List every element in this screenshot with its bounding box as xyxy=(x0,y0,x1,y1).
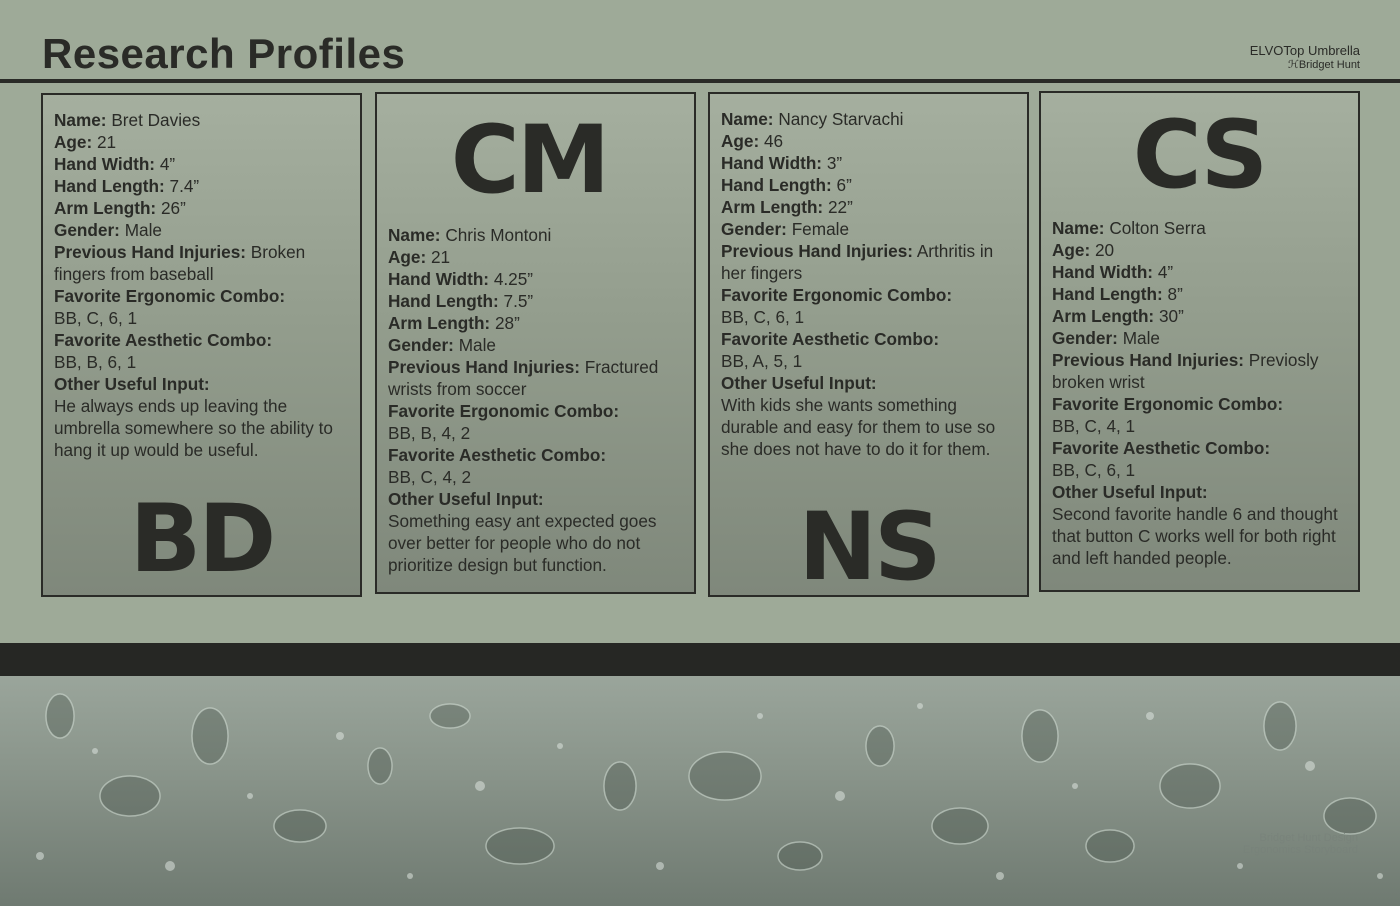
field-hand-length: Hand Length: 8” xyxy=(1052,284,1183,304)
profile-monogram: CM xyxy=(450,106,608,215)
field-gender: Gender: Male xyxy=(388,335,496,355)
header-divider xyxy=(0,79,1400,83)
field-ergonomic-combo: Favorite Ergonomic Combo: BB, C, 4, 1 xyxy=(1052,394,1284,436)
field-age: Age: 20 xyxy=(1052,240,1115,260)
field-hand-length: Hand Length: 7.4” xyxy=(54,176,200,196)
field-arm-length: Arm Length: 26” xyxy=(54,198,186,218)
field-ergonomic-combo: Favorite Ergonomic Combo: BB, B, 4, 2 xyxy=(388,401,620,443)
field-aesthetic-combo: Favorite Aesthetic Combo: BB, C, 4, 2 xyxy=(388,445,607,487)
profile-monogram: CS xyxy=(1132,101,1266,210)
profile-card-cm xyxy=(375,92,696,594)
profile-card-cs xyxy=(1039,91,1360,592)
field-arm-length: Arm Length: 22” xyxy=(721,197,853,217)
field-age: Age: 46 xyxy=(721,131,784,151)
field-hand-length: Hand Length: 7.5” xyxy=(388,291,534,311)
field-hand-injuries: Previous Hand Injuries: Arthritis in her fingers xyxy=(721,241,994,283)
profile-card-ns xyxy=(708,92,1029,597)
field-hand-width: Hand Width: 3” xyxy=(721,153,843,173)
field-name: Name: Bret Davies xyxy=(54,110,201,130)
field-hand-injuries: Previous Hand Injuries: Fractured wrists from soccer xyxy=(388,357,659,399)
page-title: Research Profiles xyxy=(42,30,406,77)
profile-monogram: NS xyxy=(798,493,939,597)
field-other-input: Other Useful Input: Something easy ant expected goes over better for people who do not prioritize design but function. xyxy=(388,489,657,575)
field-aesthetic-combo: Favorite Aesthetic Combo: BB, C, 6, 1 xyxy=(1052,438,1271,480)
field-hand-injuries: Previous Hand Injuries: Broken fingers from baseball xyxy=(54,242,306,284)
profile-monogram: BD xyxy=(129,485,274,594)
field-gender: Gender: Male xyxy=(54,220,162,240)
field-hand-length: Hand Length: 6” xyxy=(721,175,852,195)
field-name: Name: Chris Montoni xyxy=(388,225,552,245)
raindrops-graphic xyxy=(0,676,1400,906)
brand-block xyxy=(1250,44,1360,72)
profile-fields xyxy=(54,109,348,461)
field-hand-injuries: Previous Hand Injuries: Previosly broken wrist xyxy=(1052,350,1319,392)
author-name: Bridget Hunt xyxy=(1298,59,1360,71)
field-gender: Gender: Female xyxy=(721,219,849,239)
raindrop-photo xyxy=(0,676,1400,906)
field-hand-width: Hand Width: 4” xyxy=(1052,262,1174,282)
profile-fields xyxy=(721,108,1015,460)
profile-card-bd xyxy=(41,93,362,597)
author-logo-icon: ℋ xyxy=(1287,59,1299,71)
field-ergonomic-combo: Favorite Ergonomic Combo: BB, C, 6, 1 xyxy=(54,286,286,328)
field-aesthetic-combo: Favorite Aesthetic Combo: BB, B, 6, 1 xyxy=(54,330,273,372)
field-other-input: Other Useful Input: Second favorite handle 6 and thought that button C works well for both right and left handed people. xyxy=(1052,482,1338,568)
field-name: Name: Nancy Starvachi xyxy=(721,109,904,129)
field-aesthetic-combo: Favorite Aesthetic Combo: BB, A, 5, 1 xyxy=(721,329,940,371)
field-age: Age: 21 xyxy=(388,247,451,267)
field-ergonomic-combo: Favorite Ergonomic Combo: BB, C, 6, 1 xyxy=(721,285,953,327)
watermark xyxy=(1243,832,1358,856)
field-other-input: Other Useful Input: With kids she wants something durable and easy for them to use so she does not have to do it for them. xyxy=(721,373,996,459)
brand-name: ELVOTop Umbrella xyxy=(1249,43,1360,58)
field-hand-width: Hand Width: 4.25” xyxy=(388,269,534,289)
field-arm-length: Arm Length: 28” xyxy=(388,313,520,333)
field-other-input: Other Useful Input: He always ends up leaving the umbrella somewhere so the ability to hang it up would be useful. xyxy=(54,374,333,460)
watermark-line2: Ergonomics Storyboard xyxy=(1243,844,1358,856)
field-arm-length: Arm Length: 30” xyxy=(1052,306,1184,326)
field-gender: Gender: Male xyxy=(1052,328,1160,348)
watermark-line1: Bridget Hunt Design xyxy=(1259,832,1358,844)
dark-band xyxy=(0,643,1400,676)
field-name: Name: Colton Serra xyxy=(1052,218,1206,238)
profile-fields xyxy=(388,224,682,576)
profile-fields xyxy=(1052,217,1346,569)
field-age: Age: 21 xyxy=(54,132,117,152)
field-hand-width: Hand Width: 4” xyxy=(54,154,176,174)
